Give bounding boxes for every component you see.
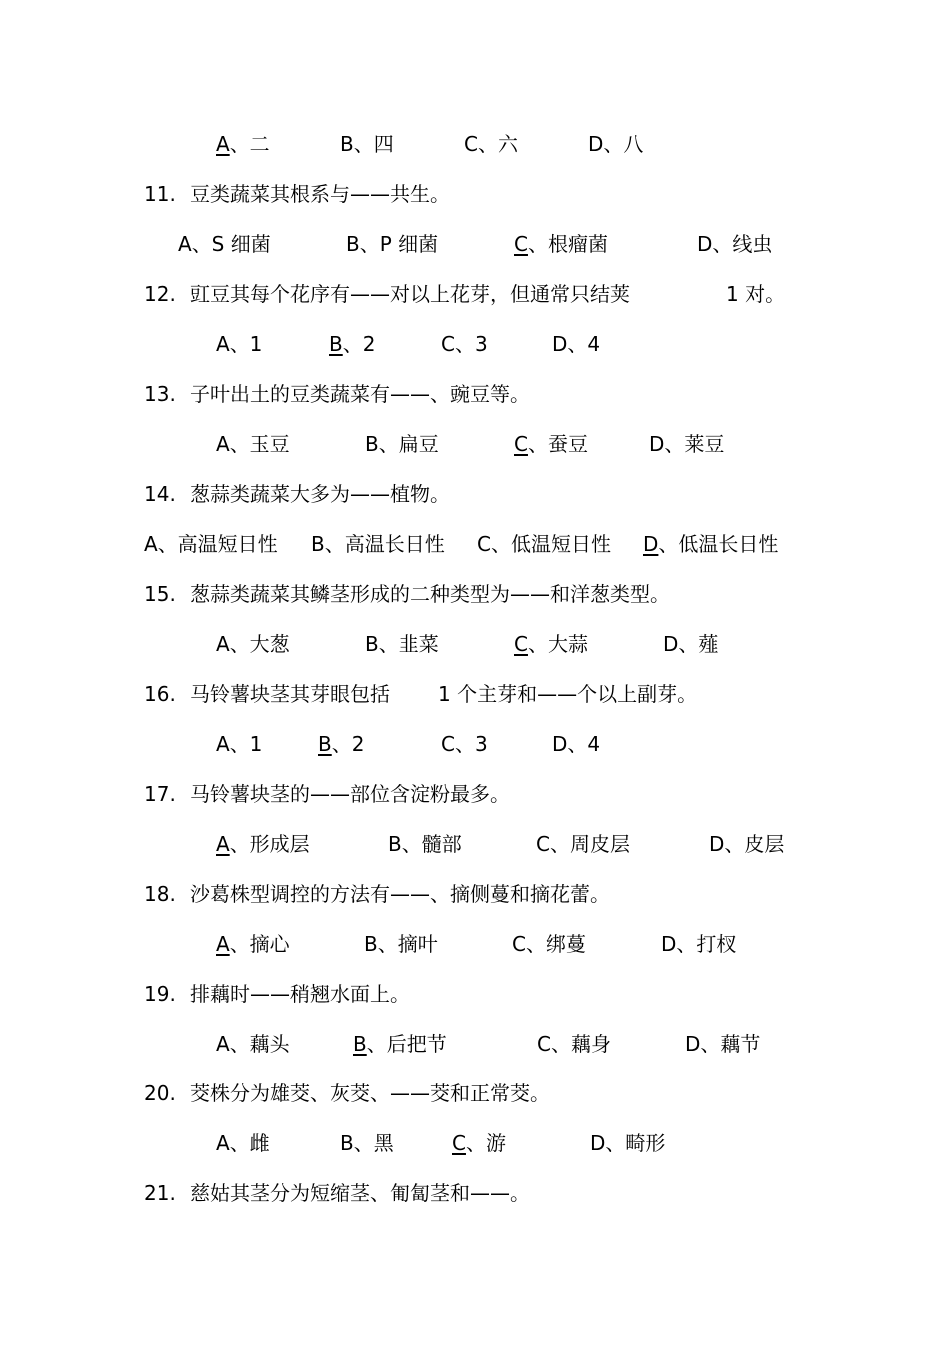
answer-option-a [216,632,290,656]
option-letter: D [663,632,679,656]
option-text: 、后把节 [366,1032,447,1056]
option-text: 、六 [477,132,518,156]
option-letter: B [340,132,354,156]
option-letter: D [552,332,568,356]
correct-answer-mark: C [514,632,528,656]
answer-option-b [340,1131,394,1155]
answer-option-b [365,432,439,456]
option-letter: C [536,832,550,856]
option-text: 、P 细菌 [359,232,439,256]
option-letter: C [441,332,455,356]
option-text: 、低温短日性 [490,532,611,556]
question-text: 豆类蔬菜其根系与——共生。 [190,182,450,206]
answer-option-c [512,932,586,956]
option-letter: C [512,932,526,956]
option-letter: D [685,1032,701,1056]
correct-answer-mark: B [329,332,343,356]
question-15 [144,582,670,606]
option-text: 、根瘤菌 [527,232,608,256]
answer-option-a [216,332,262,356]
answer-option-a [178,232,271,256]
option-text: 、藕节 [700,1032,761,1056]
answer-option-d [661,932,736,956]
answer-option-c [514,232,608,256]
answer-option-c [514,432,588,456]
option-text: 、畸形 [605,1131,666,1155]
option-letter: B [365,632,379,656]
question-14 [144,482,450,506]
correct-answer-mark: A [216,132,230,156]
answer-option-c [477,532,611,556]
option-text: 、大葱 [229,632,290,656]
answer-option-b [311,532,445,556]
question-text: 豇豆其每个花序有——对以上花芽，但通常只结荚 [190,282,630,306]
question-text: 慈姑其茎分为短缩茎、匍匐茎和——。 [190,1181,530,1205]
option-letter: A [216,1131,230,1155]
question-text: 沙葛株型调控的方法有——、摘侧蔓和摘花蕾。 [190,882,610,906]
option-text: 、韭菜 [378,632,439,656]
question-number: 19. [144,982,176,1006]
question-number: 11. [144,182,176,206]
option-letter: D [590,1131,606,1155]
option-letter: B [364,932,378,956]
answer-option-c [464,132,518,156]
answer-option-d [643,532,778,556]
answer-option-d [588,132,643,156]
option-letter: D [697,232,713,256]
option-letter: B [346,232,360,256]
option-letter: A [216,332,230,356]
question-text: 马铃薯块茎的——部位含淀粉最多。 [190,782,510,806]
answer-option-a [144,532,278,556]
answer-option-d [697,232,772,256]
question-text: 葱蒜类蔬菜大多为——植物。 [190,482,450,506]
option-letter: C [537,1032,551,1056]
question-number: 17. [144,782,176,806]
question-number: 13. [144,382,176,406]
option-letter: B [365,432,379,456]
correct-answer-mark: C [452,1131,466,1155]
question-number: 16. [144,682,176,706]
option-letter: D [588,132,604,156]
answer-option-d [552,332,600,356]
option-text: 、打杈 [676,932,737,956]
option-text: 、游 [465,1131,506,1155]
question-number: 15. [144,582,176,606]
question-text-continuation: 1 对。 [726,282,786,306]
option-text: 、雌 [229,1131,270,1155]
option-text: 、摘叶 [377,932,438,956]
option-letter: A [216,732,230,756]
option-letter: A [178,232,192,256]
answer-option-d [663,632,718,656]
option-letter: A [216,1032,230,1056]
answer-option-b [365,632,439,656]
question-number: 20. [144,1081,176,1105]
option-text: 、2 [331,732,365,756]
question-text: 排藕时——稍翘水面上。 [190,982,410,1006]
option-text: 、摘心 [229,932,290,956]
question-text: 葱蒜类蔬菜其鳞茎形成的二种类型为——和洋葱类型。 [190,582,670,606]
question-text-continuation: 1 个主芽和——个以上副芽。 [438,682,698,706]
option-text: 、2 [342,332,376,356]
option-text: 、四 [353,132,394,156]
answer-option-d [709,832,784,856]
question-text: 马铃薯块茎其芽眼包括 [190,682,390,706]
option-text: 、藕身 [550,1032,611,1056]
option-text: 、藕头 [229,1032,290,1056]
correct-answer-mark: D [643,532,659,556]
answer-option-b [346,232,438,256]
answer-option-b [353,1032,447,1056]
answer-option-c [441,732,488,756]
answer-option-d [685,1032,760,1056]
option-text: 、薤 [678,632,719,656]
option-text: 、黑 [353,1131,394,1155]
option-text: 、蚕豆 [527,432,588,456]
option-letter: D [649,432,665,456]
option-letter: A [216,632,230,656]
option-letter: A [216,432,230,456]
answer-option-a [216,1032,290,1056]
correct-answer-mark: C [514,232,528,256]
answer-option-b [388,832,462,856]
answer-option-b [364,932,438,956]
correct-answer-mark: C [514,432,528,456]
correct-answer-mark: B [353,1032,367,1056]
question-text: 茭株分为雄茭、灰茭、——茭和正常茭。 [190,1081,550,1105]
option-letter: D [709,832,725,856]
option-text: 、高温长日性 [324,532,445,556]
answer-option-b [340,132,394,156]
option-text: 、二 [229,132,270,156]
option-text: 、八 [603,132,644,156]
option-text: 、玉豆 [229,432,290,456]
option-text: 、周皮层 [549,832,630,856]
option-text: 、3 [454,732,488,756]
option-letter: C [464,132,478,156]
option-letter: C [441,732,455,756]
option-letter: C [477,532,491,556]
answer-option-d [649,432,724,456]
option-text: 、大蒜 [527,632,588,656]
question-number: 18. [144,882,176,906]
option-text: 、3 [454,332,488,356]
correct-answer-mark: A [216,832,230,856]
question-number: 12. [144,282,176,306]
correct-answer-mark: B [318,732,332,756]
question-16 [144,682,390,706]
answer-option-a [216,832,310,856]
question-18 [144,882,610,906]
option-letter: D [552,732,568,756]
option-text: 、低温长日性 [658,532,779,556]
answer-option-d [552,732,600,756]
question-19 [144,982,410,1006]
option-letter: B [340,1131,354,1155]
question-number: 21. [144,1181,176,1205]
option-letter: D [661,932,677,956]
question-text: 子叶出土的豆类蔬菜有——、豌豆等。 [190,382,530,406]
question-11 [144,182,450,206]
option-letter: B [311,532,325,556]
question-21 [144,1181,530,1205]
option-text: 、绑蔓 [525,932,586,956]
option-letter: B [388,832,402,856]
option-text: 、皮层 [724,832,785,856]
option-text: 、线虫 [712,232,773,256]
option-text: 、扁豆 [378,432,439,456]
question-13 [144,382,530,406]
option-text: 、1 [229,732,263,756]
option-text: 、髓部 [401,832,462,856]
option-text: 、4 [567,732,601,756]
answer-option-c [537,1032,611,1056]
answer-option-c [441,332,488,356]
answer-option-b [318,732,364,756]
answer-option-a [216,432,290,456]
option-text: 、形成层 [229,832,310,856]
option-text: 、S 细菌 [191,232,271,256]
answer-option-a [216,1131,270,1155]
answer-option-a [216,932,290,956]
option-text: 、4 [567,332,601,356]
answer-option-c [536,832,630,856]
correct-answer-mark: A [216,932,230,956]
answer-option-d [590,1131,665,1155]
option-text: 、1 [229,332,263,356]
answer-option-a [216,732,262,756]
option-text: 、莱豆 [664,432,725,456]
answer-option-a [216,132,270,156]
answer-option-b [329,332,375,356]
question-20 [144,1081,550,1105]
option-letter: A [144,532,158,556]
answer-option-c [452,1131,506,1155]
answer-option-c [514,632,588,656]
question-number: 14. [144,482,176,506]
question-17 [144,782,510,806]
option-text: 、高温短日性 [157,532,278,556]
question-12 [144,282,630,306]
